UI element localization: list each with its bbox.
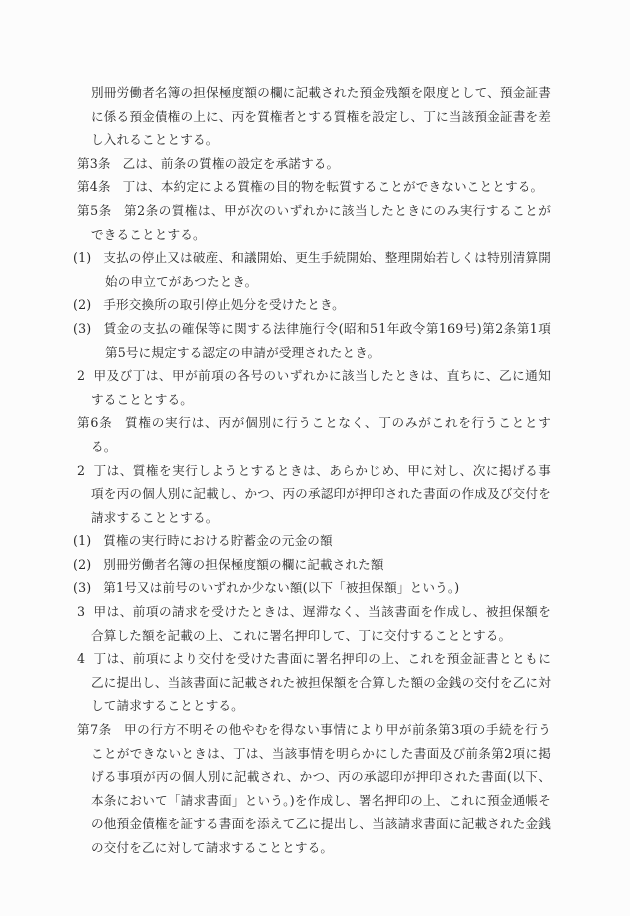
article-label: 第5条 bbox=[77, 202, 112, 218]
paragraph-number: 4 bbox=[77, 651, 86, 667]
item-number: (2) bbox=[73, 556, 92, 572]
item-number: (3) bbox=[73, 580, 92, 596]
article-text: 丁は、本約定による質権の目的物を転質することができないこととする。 bbox=[122, 179, 544, 195]
item-number: (3) bbox=[73, 320, 92, 336]
article-5 bbox=[77, 199, 551, 246]
list-item bbox=[73, 317, 551, 364]
paragraph-text: 丁は、前項により交付を受けた書面に署名押印の上、これを預金証書とともに乙に提出し、当該書面に記載された被担保額を合算した額の金銭の交付を乙に対して請求することとする。 bbox=[91, 651, 551, 714]
article-label: 第4条 bbox=[77, 179, 111, 195]
paragraph-number: 2 bbox=[77, 368, 86, 384]
article-2-continuation: 別冊労働者名簿の担保極度額の欄に記載された預金残額を限度として、預金証書に係る預金債権の上に、丙を質権者とする質権を設定し、丁に当該預金証書を差し入れることとする。 bbox=[91, 85, 551, 148]
article-label: 第6条 bbox=[77, 415, 113, 431]
document-page bbox=[73, 81, 551, 860]
article-text: 第2条の質権は、甲が次のいずれかに該当したときにのみ実行することができることとする。 bbox=[91, 202, 551, 242]
paragraph-number: 3 bbox=[77, 604, 86, 620]
item-number: (1) bbox=[73, 533, 92, 549]
article-4 bbox=[77, 175, 551, 199]
article-7 bbox=[77, 718, 551, 860]
article-text: 甲の行方不明その他やむを得ない事情により甲が前条第3項の手続を行うことができないときは、丁は、当該事情を明らかにした書面及び前条第2項に掲げる事項が丙の個人別に記載され、かつ、丙の承認印が押印された書面(以下、本条において「請求書面」という。)を作成し、署名押印の上、これに預金通帳その他預金債権を証する書面を添えて乙に提出し、当該請求書面に記載された金銭の交付を乙に対して請求することとする。 bbox=[91, 722, 551, 855]
list-item bbox=[73, 246, 551, 293]
item-text: 第1号又は前号のいずれか少ない額(以下「被担保額」という。) bbox=[103, 580, 460, 596]
article-6-paragraph-4 bbox=[77, 647, 551, 718]
article-3 bbox=[77, 152, 551, 176]
item-text: 質権の実行時における貯蓄金の元金の額 bbox=[103, 533, 333, 549]
list-item bbox=[73, 293, 551, 317]
paragraph-text: 甲は、前項の請求を受けたときは、遅滞なく、当該書面を作成し、被担保額を合算した額を記載の上、これに署名押印して、丁に交付することとする。 bbox=[91, 604, 551, 643]
item-text: 賃金の支払の確保等に関する法律施行令(昭和51年政令第169号)第2条第1項第5号に規定する認定の申請が受理されたとき。 bbox=[103, 320, 551, 360]
article-label: 第7条 bbox=[77, 722, 112, 738]
list-item bbox=[73, 576, 551, 600]
list-item bbox=[73, 529, 551, 553]
article-text: 質権の実行は、丙が個別に行うことなく、丁のみがこれを行うこととする。 bbox=[91, 415, 551, 454]
item-text: 支払の停止又は破産、和議開始、更生手続開始、整理開始若しくは特別清算開始の申立てがあつたとき。 bbox=[103, 250, 551, 289]
article-6-paragraph-3 bbox=[77, 600, 551, 647]
article-text: 乙は、前条の質権の設定を承諾する。 bbox=[122, 155, 340, 171]
paragraph-number: 2 bbox=[77, 462, 86, 478]
article-label: 第3条 bbox=[77, 155, 111, 171]
item-number: (1) bbox=[73, 250, 92, 266]
item-number: (2) bbox=[73, 297, 92, 313]
list-item bbox=[73, 553, 551, 577]
item-text: 手形交換所の取引停止処分を受けたとき。 bbox=[103, 297, 345, 313]
article-6-paragraph-2 bbox=[77, 459, 551, 530]
paragraph-text: 甲及び丁は、甲が前項の各号のいずれかに該当したときは、直ちに、乙に通知することとする。 bbox=[91, 368, 551, 407]
paragraph-text: 丁は、質権を実行しようとするときは、あらかじめ、甲に対し、次に掲げる事項を丙の個人別に記載し、かつ、丙の承認印が押印された書面の作成及び交付を請求することとする。 bbox=[91, 462, 551, 525]
item-text: 別冊労働者名簿の担保極度額の欄に記載された額 bbox=[103, 556, 384, 572]
article-5-paragraph-2 bbox=[77, 364, 551, 411]
article-6 bbox=[77, 411, 551, 458]
